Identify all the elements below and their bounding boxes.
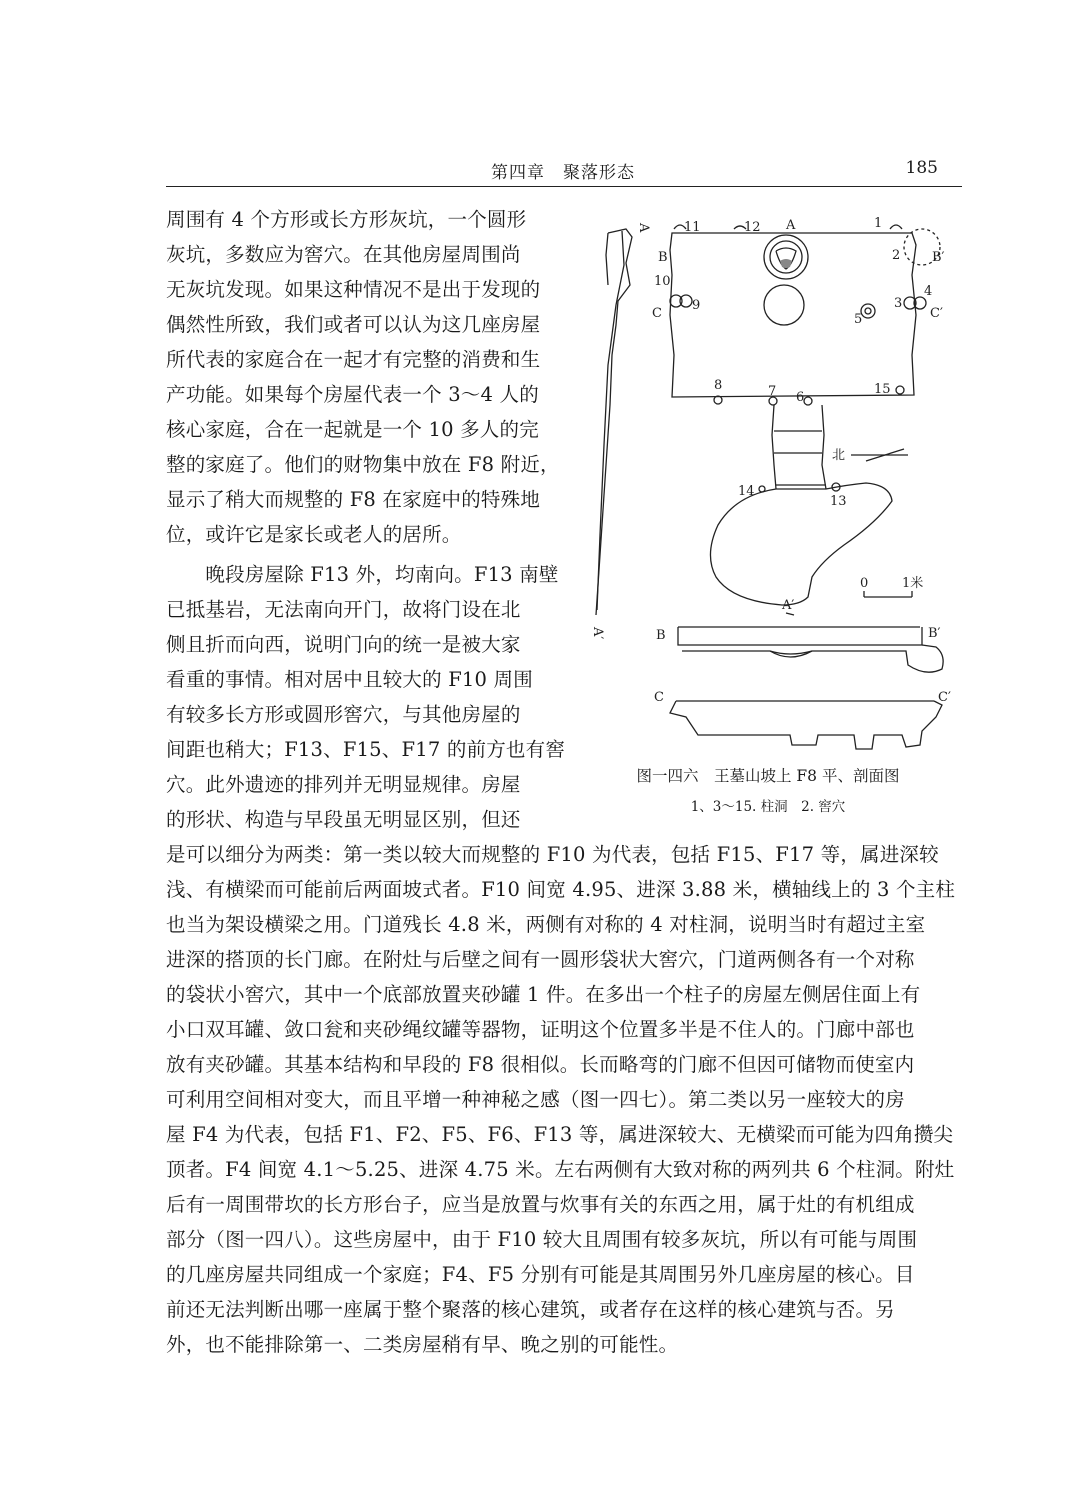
label-c-prime-top: C′ xyxy=(930,306,943,321)
body-line: 侧且折而向西，说明门向的统一是被大家 xyxy=(166,633,521,656)
label-b-left: B xyxy=(658,250,668,265)
label-a-prime-bottom: A′ xyxy=(782,598,795,613)
label-5: 5 xyxy=(854,312,863,327)
body-line: 所代表的家庭合在一起才有完整的消费和生 xyxy=(166,348,541,371)
body-line: 偶然性所致，我们或者可以认为这几座房屋 xyxy=(166,313,541,336)
label-11: 11 xyxy=(684,220,701,235)
body-line: 前还无法判断出哪一座属于整个聚落的核心建筑，或者存在这样的核心建筑与否。另 xyxy=(166,1298,895,1321)
plan-section-drawing xyxy=(586,205,962,765)
scale-zero-label: 0 xyxy=(860,576,869,591)
body-line: 浅、有横梁而可能前后两面坡式者。F10 间宽 4.95、进深 3.88 米，横轴线上的 3 个主柱 xyxy=(166,878,956,901)
body-line: 灰坑，多数应为窖穴。在其他房屋周围尚 xyxy=(166,243,521,266)
chapter-title: 第四章 聚落形态 xyxy=(491,163,635,183)
label-a-prime-left: A′ xyxy=(590,627,605,640)
label-2: 2 xyxy=(892,248,901,263)
body-line: 小口双耳罐、敛口瓮和夹砂绳纹罐等器物，证明这个位置多半是不住人的。门廊中部也 xyxy=(166,1018,915,1041)
body-line: 晚段房屋除 F13 外，均南向。F13 南壁 xyxy=(166,563,559,586)
label-6: 6 xyxy=(796,390,805,405)
body-line: 有较多长方形或圆形窖穴，与其他房屋的 xyxy=(166,703,521,726)
label-3: 3 xyxy=(894,296,903,311)
label-1: 1 xyxy=(874,216,883,231)
page-number: 185 xyxy=(905,158,938,178)
body-line: 显示了稍大而规整的 F8 在家庭中的特殊地 xyxy=(166,488,541,511)
label-a-top: A xyxy=(786,218,796,233)
body-line: 外，也不能排除第一、二类房屋稍有早、晚之别的可能性。 xyxy=(166,1333,679,1356)
label-b-section: B xyxy=(656,628,666,643)
label-b-prime-top: B′ xyxy=(932,250,945,265)
figure-caption: 图一四六 王墓山坡上 F8 平、剖面图 xyxy=(636,767,900,785)
body-line: 是可以细分为两类：第一类以较大而规整的 F10 为代表，包括 F15、F17 等，属进深较 xyxy=(166,843,939,866)
body-line: 的袋状小窖穴，其中一个底部放置夹砂罐 1 件。在多出一个柱子的房屋左侧居住面上有 xyxy=(166,983,921,1006)
label-15: 15 xyxy=(874,382,891,397)
label-a: A xyxy=(636,223,651,233)
body-line: 已抵基岩，无法南向开门，故将门设在北 xyxy=(166,598,521,621)
body-line: 整的家庭了。他们的财物集中放在 F8 附近， xyxy=(166,453,560,476)
label-10: 10 xyxy=(654,274,671,289)
label-4: 4 xyxy=(924,284,933,299)
label-13: 13 xyxy=(830,494,847,509)
body-line: 产功能。如果每个房屋代表一个 3～4 人的 xyxy=(166,383,539,406)
body-line: 可利用空间相对变大，而且平增一种神秘之感（图一四七）。第二类以另一座较大的房 xyxy=(166,1088,905,1111)
label-12: 12 xyxy=(744,220,761,235)
body-line: 间距也稍大；F13、F15、F17 的前方也有窖 xyxy=(166,738,566,761)
label-c-prime-section: C′ xyxy=(938,690,951,705)
body-line: 顶者。F4 间宽 4.1～5.25、进深 4.75 米。左右两侧有大致对称的两列共 6 个柱洞。附灶 xyxy=(166,1158,955,1181)
body-line: 周围有 4 个方形或长方形灰坑，一个圆形 xyxy=(166,208,527,231)
body-line: 核心家庭，合在一起就是一个 10 多人的完 xyxy=(166,418,539,441)
body-line: 放有夹砂罐。其基本结构和早段的 F8 很相似。长而略弯的门廊不但因可储物而使室内 xyxy=(166,1053,915,1076)
scale-one-meter-label: 1米 xyxy=(902,576,924,591)
body-line: 部分（图一四八）。这些房屋中，由于 F10 较大且周围有较多灰坑，所以有可能与周围 xyxy=(166,1228,918,1251)
body-line: 的几座房屋共同组成一个家庭；F4、F5 分别有可能是其周围另外几座房屋的核心。目 xyxy=(166,1263,915,1286)
body-line: 看重的事情。相对居中且较大的 F10 周围 xyxy=(166,668,533,691)
body-line: 进深的搭顶的长门廊。在附灶与后壁之间有一圆形袋状大窖穴，门道两侧各有一个对称 xyxy=(166,948,915,971)
body-line: 也当为架设横梁之用。门道残长 4.8 米，两侧有对称的 4 对柱洞，说明当时有超过主室 xyxy=(166,913,926,936)
figure-legend: 1、3～15. 柱洞 2. 窖穴 xyxy=(690,799,846,815)
label-c-left: C xyxy=(652,306,662,321)
north-label: 北 xyxy=(832,448,846,463)
label-c-section: C xyxy=(654,690,664,705)
body-line: 的形状、构造与早段虽无明显区别，但还 xyxy=(166,808,521,831)
running-header xyxy=(166,150,962,187)
body-line: 屋 F4 为代表，包括 F1、F2、F5、F6、F13 等，属进深较大、无横梁而可能为四角攒尖 xyxy=(166,1123,954,1146)
figure-plan-section xyxy=(586,205,962,825)
label-9: 9 xyxy=(692,298,701,313)
body-line: 穴。此外遗迹的排列并无明显规律。房屋 xyxy=(166,773,521,796)
body-line: 无灰坑发现。如果这种情况不是出于发现的 xyxy=(166,278,541,301)
label-b-prime-section: B′ xyxy=(928,626,941,641)
label-8: 8 xyxy=(714,378,723,393)
body-line: 位，或许它是家长或老人的居所。 xyxy=(166,523,462,546)
label-14: 14 xyxy=(738,484,755,499)
body-line: 后有一周围带坎的长方形台子，应当是放置与炊事有关的东西之用，属于灶的有机组成 xyxy=(166,1193,915,1216)
label-7: 7 xyxy=(768,384,777,399)
